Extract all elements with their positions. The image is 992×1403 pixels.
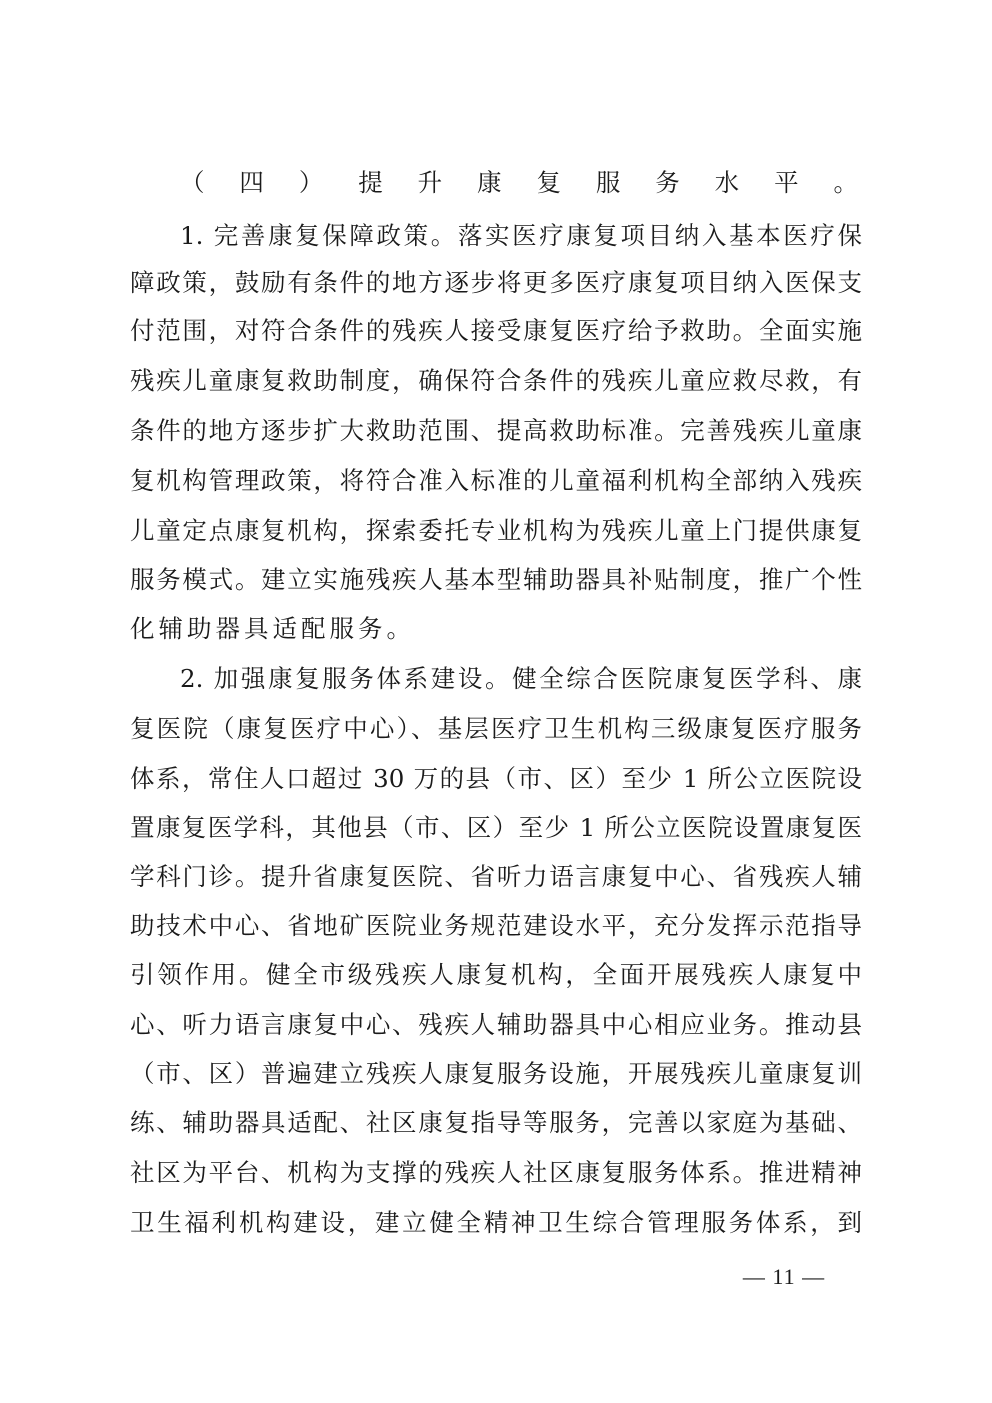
paragraph-1-line: 服务模式。建立实施残疾人基本型辅助器具补贴制度，推广个性	[130, 565, 862, 594]
paragraph-1-line: 付范围，对符合条件的残疾人接受康复医疗给予救助。全面实施	[130, 316, 862, 345]
paragraph-1-line: 障政策，鼓励有条件的地方逐步将更多医疗康复项目纳入医保支	[130, 268, 862, 297]
page-number: — 11 —	[742, 1264, 826, 1289]
paragraph-1-line: 化辅助器具适配服务。	[130, 614, 415, 643]
paragraph-2-line: 社区为平台、机构为支撑的残疾人社区康复服务体系。推进精神	[130, 1158, 862, 1187]
paragraph-2-line: 卫生福利机构建设，建立健全精神卫生综合管理服务体系，到	[130, 1208, 862, 1237]
paragraph-2-line: 心、听力语言康复中心、残疾人辅助器具中心相应业务。推动县	[130, 1010, 862, 1039]
paragraph-2-line: 学科门诊。提升省康复医院、省听力语言康复中心、省残疾人辅	[130, 862, 862, 891]
paragraph-2-line: （市、区）普遍建立残疾人康复服务设施，开展残疾儿童康复训	[130, 1059, 862, 1088]
paragraph-1-line: 1. 完善康复保障政策。落实医疗康复项目纳入基本医疗保	[180, 221, 862, 250]
paragraph-2-line: 助技术中心、省地矿医院业务规范建设水平，充分发挥示范指导	[130, 911, 862, 940]
paragraph-2-line: 练、辅助器具适配、社区康复指导等服务，完善以家庭为基础、	[130, 1108, 862, 1137]
paragraph-2-line: 复医院（康复医疗中心）、基层医疗卫生机构三级康复医疗服务	[130, 714, 862, 743]
paragraph-1-line: 复机构管理政策，将符合准入标准的儿童福利机构全部纳入残疾	[130, 466, 862, 495]
paragraph-2-line: 引领作用。健全市级残疾人康复机构，全面开展残疾人康复中	[130, 960, 862, 989]
section-heading: （四）提升康复服务水平。	[180, 168, 862, 197]
paragraph-1-line: 条件的地方逐步扩大救助范围、提高救助标准。完善残疾儿童康	[130, 416, 862, 445]
paragraph-1-line: 残疾儿童康复救助制度，确保符合条件的残疾儿童应救尽救，有	[130, 366, 862, 395]
paragraph-2-line: 置康复医学科，其他县（市、区）至少 1 所公立医院设置康复医	[130, 813, 862, 842]
paragraph-1-line: 儿童定点康复机构，探索委托专业机构为残疾儿童上门提供康复	[130, 516, 862, 545]
paragraph-2-line: 体系，常住人口超过 30 万的县（市、区）至少 1 所公立医院设	[130, 764, 862, 793]
paragraph-2-line: 2. 加强康复服务体系建设。健全综合医院康复医学科、康	[180, 664, 862, 693]
